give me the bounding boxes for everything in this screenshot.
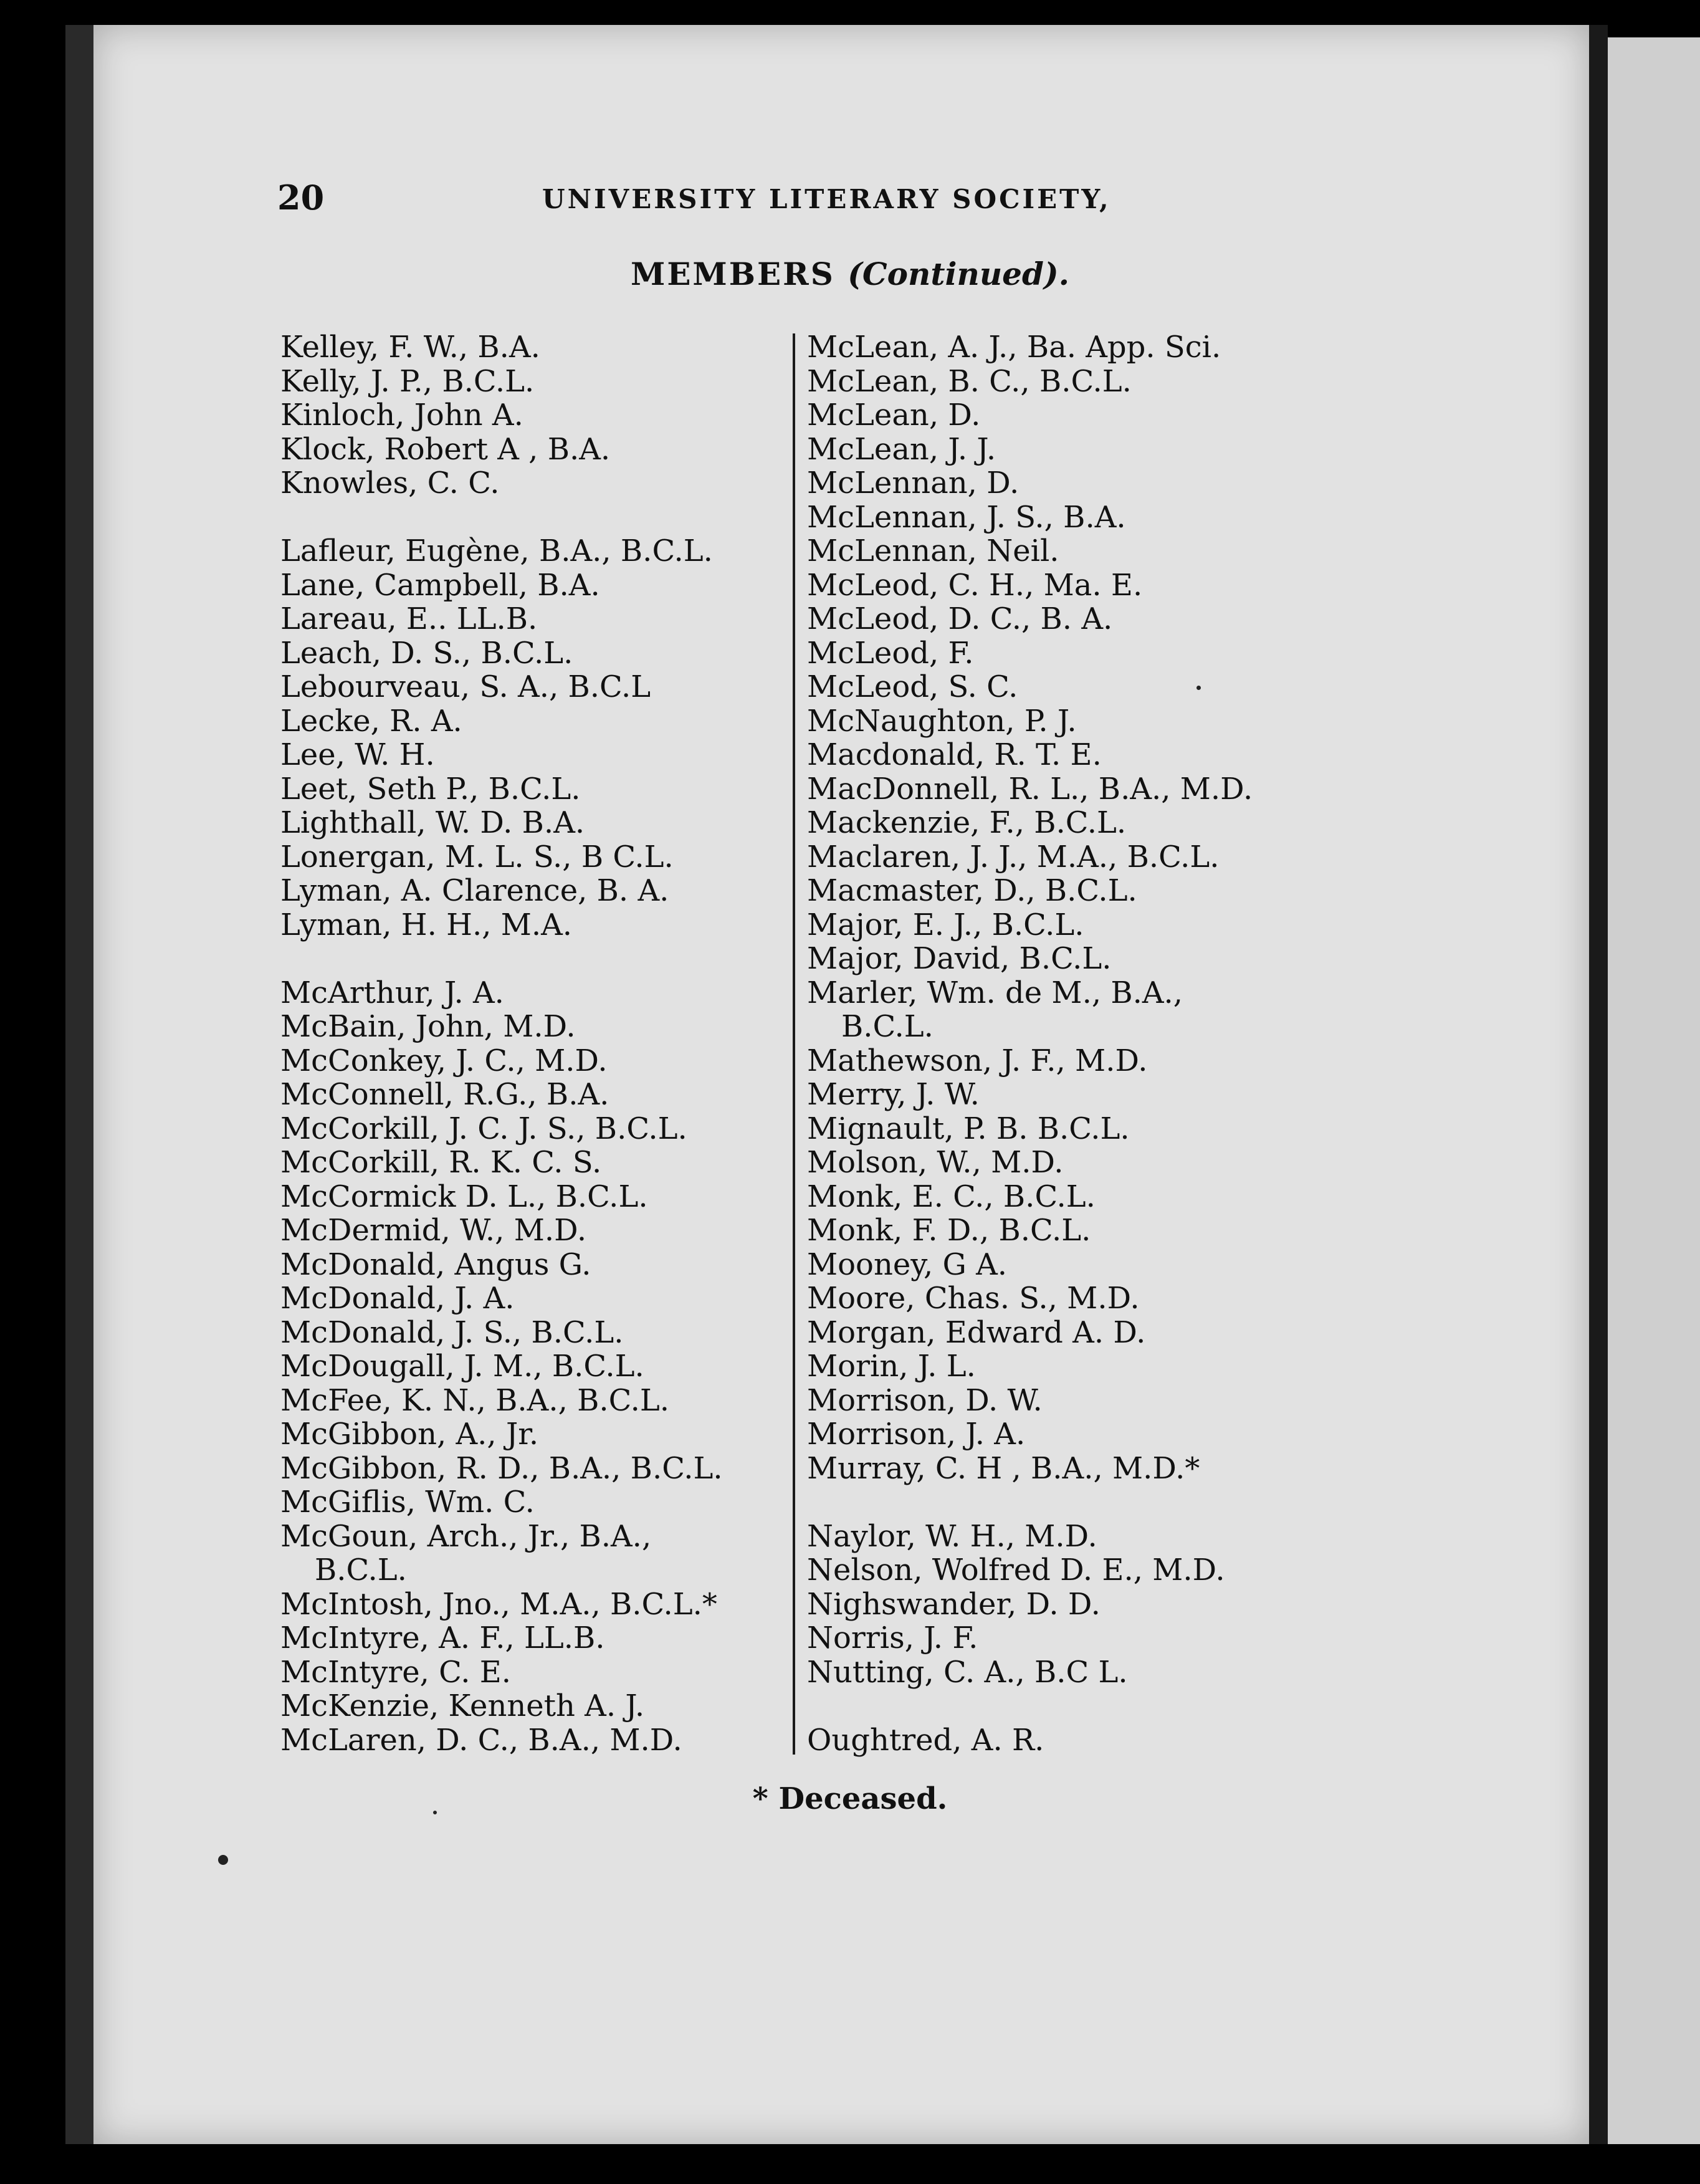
right-member-entry: Mooney, G A.	[807, 1247, 1008, 1282]
section-title-text: MEMBERS	[630, 256, 835, 292]
facing-page-edge	[1608, 37, 1700, 2144]
left-member-entry: Lebourveau, S. A., B.C.L	[280, 669, 651, 704]
right-member-entry: Maclaren, J. J., M.A., B.C.L.	[807, 839, 1220, 874]
left-member-entry: McDonald, J. A.	[280, 1281, 515, 1316]
section-title	[0, 256, 1700, 292]
footnote-deceased: * Deceased.	[752, 1781, 948, 1816]
right-member-entry: McLean, B. C., B.C.L.	[807, 363, 1132, 399]
right-member-entry: Mignault, P. B. B.C.L.	[807, 1111, 1130, 1146]
running-head: UNIVERSITY LITERARY SOCIETY,	[542, 184, 1111, 214]
left-member-entry: McConkey, J. C., M.D.	[280, 1043, 608, 1078]
left-member-entry: McBain, John, M.D.	[280, 1009, 576, 1044]
left-member-entry: McGoun, Arch., Jr., B.A.,	[280, 1518, 652, 1554]
left-member-entry: McCorkill, J. C. J. S., B.C.L.	[280, 1111, 687, 1146]
left-member-entry: McFee, K. N., B.A., B.C.L.	[280, 1382, 670, 1418]
right-member-entry: Morrison, D. W.	[807, 1382, 1043, 1418]
right-member-entry: McLennan, D.	[807, 466, 1020, 501]
left-member-entry: Lyman, A. Clarence, B. A.	[280, 873, 669, 908]
right-member-entry: Morrison, J. A.	[807, 1417, 1026, 1452]
left-member-entry: McGibbon, A., Jr.	[280, 1417, 539, 1452]
column-divider	[793, 333, 795, 1755]
right-member-entry: McLennan, J. S., B.A.	[807, 499, 1126, 535]
left-member-entry: Leach, D. S., B.C.L.	[280, 635, 573, 671]
left-member-entry: Lafleur, Eugène, B.A., B.C.L.	[280, 534, 713, 568]
section-gap	[807, 1485, 1330, 1520]
right-member-entry: McNaughton, P. J.	[807, 703, 1077, 739]
right-member-entry: Moore, Chas. S., M.D.	[807, 1281, 1140, 1316]
right-member-entry: Nighswander, D. D.	[807, 1586, 1101, 1622]
right-member-entry: Monk, E. C., B.C.L.	[807, 1179, 1096, 1214]
left-member-entry: B.C.L.	[315, 1553, 407, 1588]
left-member-entry: McIntyre, C. E.	[280, 1654, 512, 1690]
right-member-entry: B.C.L.	[841, 1009, 934, 1044]
left-member-entry: McCorkill, R. K. C. S.	[280, 1145, 602, 1180]
right-member-entry: McLeod, F.	[807, 635, 974, 671]
right-member-entry: Major, E. J., B.C.L.	[807, 907, 1084, 942]
right-member-entry: Murray, C. H , B.A., M.D.*	[807, 1450, 1200, 1486]
right-member-entry: McLeod, S. C.	[807, 669, 1018, 704]
left-member-entry: McGibbon, R. D., B.A., B.C.L.	[280, 1450, 723, 1486]
left-member-entry: Klock, Robert A , B.A.	[280, 431, 611, 467]
right-member-entry: Macdonald, R. T. E.	[807, 737, 1102, 772]
left-member-entry: McDonald, Angus G.	[280, 1247, 591, 1282]
left-member-entry: Lonergan, M. L. S., B C.L.	[280, 839, 674, 874]
member-list-right	[807, 330, 1330, 1757]
right-member-entry: Macmaster, D., B.C.L.	[807, 873, 1137, 908]
left-member-entry: McGiflis, Wm. C.	[280, 1485, 535, 1520]
right-member-entry: Nelson, Wolfred D. E., M.D.	[807, 1553, 1225, 1588]
right-member-entry: Mackenzie, F., B.C.L.	[807, 805, 1127, 840]
left-member-entry: McDermid, W., M.D.	[280, 1213, 587, 1248]
left-member-entry: McDonald, J. S., B.C.L.	[280, 1315, 624, 1350]
book-binding-left	[65, 25, 93, 2144]
right-member-entry: Nutting, C. A., B.C L.	[807, 1654, 1128, 1690]
page-number: 20	[277, 178, 325, 218]
member-list-left	[280, 330, 785, 1757]
left-member-entry: Lyman, H. H., M.A.	[280, 907, 573, 942]
left-member-entry: McCormick D. L., B.C.L.	[280, 1179, 648, 1214]
right-member-entry: Morgan, Edward A. D.	[807, 1315, 1146, 1350]
right-member-entry: Norris, J. F.	[807, 1621, 978, 1655]
left-member-entry: Kelly, J. P., B.C.L.	[280, 363, 535, 399]
left-member-entry: Knowles, C. C.	[280, 466, 500, 501]
left-member-entry: McArthur, J. A.	[280, 975, 504, 1010]
right-member-entry: Oughtred, A. R.	[807, 1722, 1044, 1758]
section-gap	[807, 1689, 1330, 1723]
right-member-entry: Morin, J. L.	[807, 1349, 976, 1384]
print-speck	[218, 1855, 228, 1865]
right-member-entry: Marler, Wm. de M., B.A.,	[807, 975, 1183, 1010]
left-member-entry: Lee, W. H.	[280, 737, 435, 772]
left-member-entry: Lecke, R. A.	[280, 703, 462, 739]
book-gutter	[1589, 25, 1608, 2144]
right-member-entry: McLeod, C. H., Ma. E.	[807, 567, 1143, 603]
right-member-entry: Merry, J. W.	[807, 1077, 980, 1112]
left-member-entry: McDougall, J. M., B.C.L.	[280, 1349, 644, 1384]
left-member-entry: McLaren, D. C., B.A., M.D.	[280, 1722, 682, 1758]
left-member-entry: McIntosh, Jno., M.A., B.C.L.*	[280, 1586, 717, 1622]
right-member-entry: McLean, J. J.	[807, 431, 996, 467]
print-speck	[433, 1811, 437, 1814]
left-member-entry: Lighthall, W. D. B.A.	[280, 805, 585, 840]
right-member-entry: McLean, D.	[807, 398, 981, 433]
right-member-entry: Naylor, W. H., M.D.	[807, 1518, 1097, 1554]
left-member-entry: McKenzie, Kenneth A. J.	[280, 1688, 645, 1723]
right-member-entry: Molson, W., M.D.	[807, 1145, 1064, 1180]
left-member-entry: Lane, Campbell, B.A.	[280, 567, 600, 603]
right-member-entry: McLean, A. J., Ba. App. Sci.	[807, 330, 1221, 365]
left-member-entry: Lareau, E.. LL.B.	[280, 601, 538, 636]
print-speck	[1196, 686, 1201, 690]
left-member-entry: Kelley, F. W., B.A.	[280, 330, 540, 365]
left-member-entry: McConnell, R.G., B.A.	[280, 1077, 609, 1112]
section-continued: (Continued).	[848, 256, 1070, 292]
right-member-entry: Major, David, B.C.L.	[807, 941, 1112, 976]
section-gap	[280, 501, 785, 535]
left-member-entry: Leet, Seth P., B.C.L.	[280, 771, 581, 807]
right-member-entry: Monk, F. D., B.C.L.	[807, 1213, 1091, 1248]
right-member-entry: MacDonnell, R. L., B.A., M.D.	[807, 771, 1253, 807]
left-member-entry: Kinloch, John A.	[280, 398, 523, 433]
right-member-entry: McLennan, Neil.	[807, 534, 1059, 568]
right-member-entry: McLeod, D. C., B. A.	[807, 601, 1113, 636]
left-member-entry: McIntyre, A. F., LL.B.	[280, 1621, 605, 1655]
right-member-entry: Mathewson, J. F., M.D.	[807, 1043, 1148, 1078]
section-gap	[280, 942, 785, 976]
